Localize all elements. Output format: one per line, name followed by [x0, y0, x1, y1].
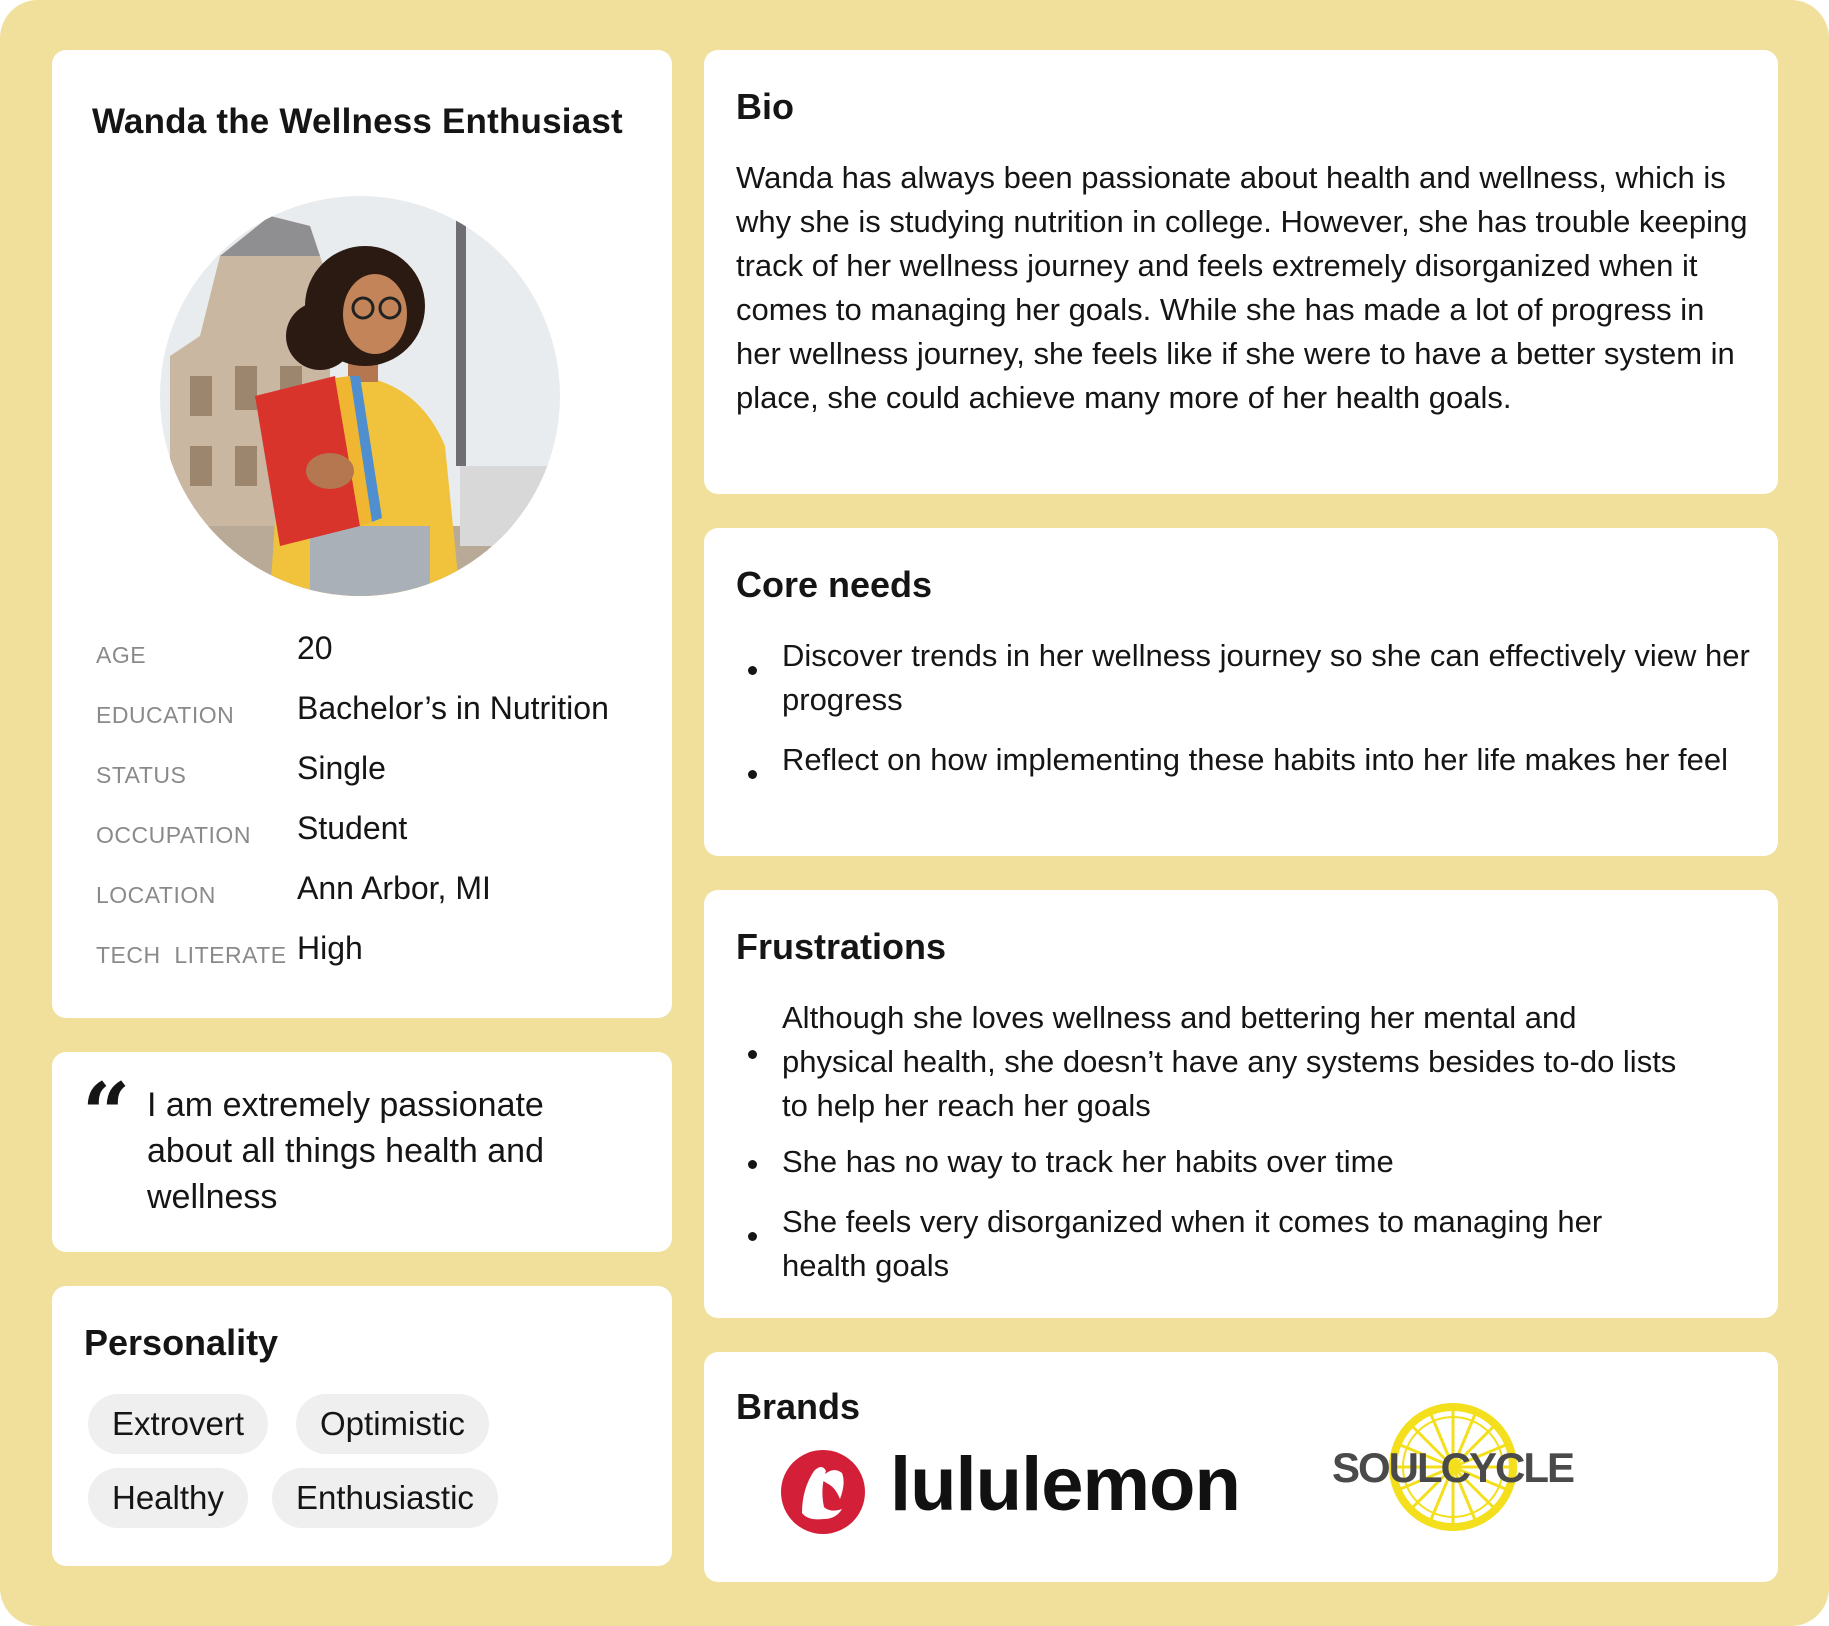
frustration-text: She feels very disorganized when it comes to managing her health goals [782, 1204, 1603, 1283]
fact-value: Ann Arbor, MI [297, 870, 491, 906]
personality-tag: Optimistic [296, 1394, 489, 1454]
fact-label: STATUS [96, 762, 187, 788]
fact-value: Bachelor’s in Nutrition [297, 690, 609, 726]
persona-photo [160, 196, 560, 596]
core-need-text: Reflect on how implementing these habits into her life makes her feel [782, 742, 1728, 777]
brands-card [704, 1352, 1778, 1582]
soulcycle-logo [1332, 1402, 1582, 1532]
brands-heading: Brands [736, 1386, 861, 1427]
fact-row-education [96, 690, 656, 740]
fact-row-status [96, 750, 656, 800]
fact-row-location [96, 870, 656, 920]
fact-value: Student [297, 810, 408, 846]
soulcycle-wordmark: SOULCYCLE [1332, 1444, 1574, 1491]
fact-label: TECH LITERATE [96, 942, 287, 968]
personality-tag: Healthy [88, 1468, 248, 1528]
bullet-icon [748, 1232, 757, 1241]
fact-value: Single [297, 750, 386, 786]
bullet-icon [748, 1160, 757, 1169]
personality-card [52, 1286, 672, 1566]
frustrations-heading: Frustrations [736, 926, 947, 967]
personality-heading: Personality [84, 1322, 279, 1363]
lululemon-wordmark: lululemon [890, 1442, 1240, 1527]
fact-label: EDUCATION [96, 702, 235, 728]
fact-value: High [297, 930, 363, 966]
frustrations-card [704, 890, 1778, 1318]
bullet-icon [748, 666, 757, 675]
frustration-text: She has no way to track her habits over time [782, 1144, 1394, 1179]
fact-row-tech-literate [96, 930, 656, 980]
lululemon-mark-icon [780, 1449, 866, 1535]
personality-tag: Enthusiastic [272, 1468, 498, 1528]
core-needs-card [704, 528, 1778, 856]
bullet-icon [748, 770, 757, 779]
bullet-icon [748, 1050, 757, 1059]
core-need-text: Discover trends in her wellness journey so she can effectively view her progress [782, 638, 1750, 717]
bio-card [704, 50, 1778, 494]
quote-card [52, 1052, 672, 1252]
fact-row-age [96, 630, 656, 680]
frustration-text: Although she loves wellness and bettering her mental and physical health, she doesn’t have any systems besides to-do lists to help her reach her goals [782, 1000, 1677, 1123]
fact-label: AGE [96, 642, 147, 668]
fact-value: 20 [297, 630, 333, 666]
bio-text: Wanda has always been passionate about health and wellness, which is why she is studying nutrition in college. However, she has trouble keeping track of her wellness journey and feels extremely disorganized when it comes to managing her goals. While she has made a lot of progress in her wellness journey, she feels like if she were to have a better system in place, she could achieve many more of her health goals. [736, 160, 1748, 415]
fact-row-occupation [96, 810, 656, 860]
fact-label: OCCUPATION [96, 822, 251, 848]
personality-tag: Extrovert [88, 1394, 268, 1454]
quote-text: I am extremely passionate about all things health and wellness [147, 1086, 544, 1216]
profile-card [52, 50, 672, 1018]
quote-mark-icon: “ [82, 1064, 131, 1163]
fact-label: LOCATION [96, 882, 216, 908]
core-needs-heading: Core needs [736, 564, 933, 605]
persona-name: Wanda the Wellness Enthusiast [92, 102, 623, 141]
lululemon-logo [780, 1442, 1240, 1537]
bio-heading: Bio [736, 86, 794, 127]
